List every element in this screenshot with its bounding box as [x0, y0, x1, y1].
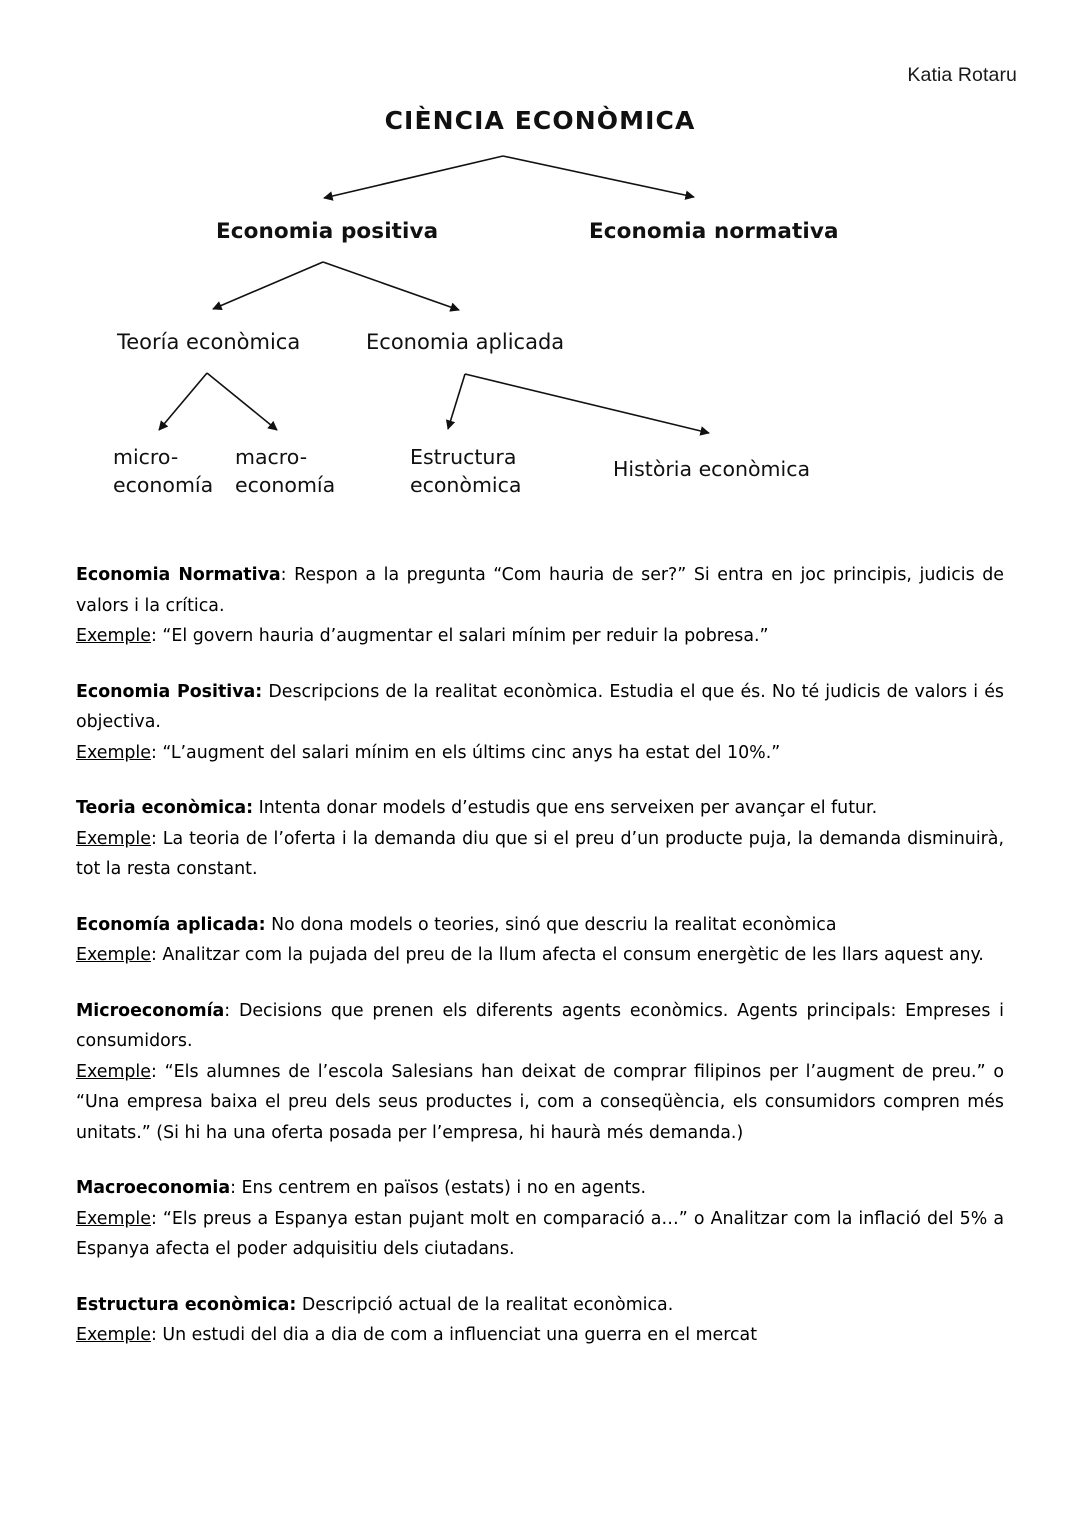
economics-science-diagram	[0, 0, 1080, 530]
diagram-title: CIÈNCIA ECONÒMICA	[384, 106, 696, 135]
diagram-node-teoria-economica: Teoría econòmica	[117, 330, 301, 354]
definitions-list	[76, 560, 1004, 1351]
entry-term: Estructura econòmica:	[76, 1294, 297, 1315]
entry-term: Teoria econòmica:	[76, 798, 254, 818]
diagram-node-macroeconomia	[235, 443, 335, 499]
entry-economia-positiva	[76, 677, 1004, 769]
diagram-node-historia-line1: Història econòmica	[613, 457, 811, 481]
example-label: Exemple	[76, 742, 151, 763]
entry-term: Macroeconomia	[76, 1178, 231, 1198]
diagram-node-economia-positiva: Economia positiva	[216, 219, 439, 244]
arrow-teoria-to-micro	[159, 373, 207, 430]
example-text: “El govern hauria d’augmentar el salari mínim per reduir la pobresa.”	[162, 626, 769, 646]
example-separator: :	[150, 1325, 163, 1345]
entry-term: Economía aplicada:	[76, 914, 266, 935]
entry-definition: Descripcions de la realitat econòmica. Estudia el que és. No té judicis de valors i és objectiva.	[76, 681, 1004, 732]
diagram-node-microeconomia-line2: economía	[113, 473, 214, 497]
example-text: “L’augment del salari mínim en els últims cinc anys ha estat del 10%.”	[162, 742, 781, 763]
entry-definition: Descripció actual de la realitat econòmica.	[301, 1294, 674, 1315]
entry-macroeconomia	[76, 1173, 1004, 1265]
entry-definition: Intenta donar models d’estudis que ens serveixen per avançar el futur.	[258, 798, 878, 818]
entry-separator: :	[280, 565, 295, 585]
entry-definition: Ens centrem en països (estats) i no en agents.	[241, 1178, 647, 1198]
entry-term: Economia Positiva:	[76, 681, 263, 702]
diagram-node-historia-economica	[613, 455, 810, 483]
example-text: “Els alumnes de l’escola Salesians han deixat de comprar filipinos per l’augment de preu.” o “Una empresa baixa el preu dels seus productes i, com a conseqüència, els consumidors compren més unitats.” (Si hi ha una oferta posada per l’empresa, hi haurà més demanda.)	[76, 1061, 1004, 1143]
entry-definition: Decisions que prenen els diferents agents econòmics. Agents principals: Empreses i consumidors.	[76, 1000, 1005, 1051]
example-label: Exemple	[76, 1208, 151, 1229]
example-separator: :	[150, 1208, 163, 1229]
arrow-aplicada-to-historia	[465, 374, 709, 433]
example-label: Exemple	[76, 626, 151, 646]
example-text: Un estudi del dia a dia de com a influenciat una guerra en el mercat	[162, 1325, 758, 1345]
author-name: Katia Rotaru	[907, 64, 1017, 86]
diagram-node-economia-normativa: Economia normativa	[589, 219, 839, 244]
example-label: Exemple	[76, 828, 151, 849]
example-text: “Els preus a Espanya estan pujant molt en comparació a…” o Analitzar com la inflació del 5% a Espanya afecta el poder adquisitiu dels ciutadans.	[76, 1208, 1004, 1259]
example-label: Exemple	[76, 945, 151, 965]
entry-economia-aplicada	[76, 910, 1004, 971]
example-separator: :	[150, 626, 163, 646]
entry-definition: No dona models o teories, sinó que descriu la realitat econòmica	[271, 914, 837, 935]
example-separator: :	[150, 828, 163, 849]
arrow-positiva-to-aplicada	[323, 262, 459, 310]
entry-separator: :	[230, 1178, 242, 1198]
entry-definition: Respon a la pregunta “Com hauria de ser?” Si entra en joc principis, judicis de valors i la crítica.	[76, 565, 1004, 616]
example-label: Exemple	[76, 1325, 151, 1345]
example-separator: :	[150, 742, 163, 763]
entry-term: Microeconomía	[76, 1000, 225, 1021]
arrow-positiva-to-teoria	[213, 262, 323, 309]
entry-term: Economia Normativa	[76, 565, 281, 585]
entry-economia-normativa	[76, 560, 1004, 652]
entry-estructura-economica	[76, 1290, 1004, 1351]
diagram-node-macroeconomia-line2: economía	[235, 473, 336, 497]
arrow-aplicada-to-estructura	[448, 374, 465, 429]
diagram-node-macroeconomia-line1: macro-	[235, 445, 308, 469]
arrow-teoria-to-macro	[207, 373, 277, 430]
example-text: La teoria de l’oferta i la demanda diu que si el preu d’un producte puja, la demanda disminuirà, tot la resta constant.	[76, 828, 1004, 879]
entry-teoria-economica	[76, 793, 1004, 885]
arrow-root-to-normativa	[503, 156, 694, 197]
entry-separator: :	[224, 1000, 239, 1021]
diagram-node-microeconomia	[113, 443, 213, 499]
example-separator: :	[150, 1061, 165, 1082]
diagram-node-estructura-economica	[410, 443, 521, 499]
arrow-root-to-positiva	[324, 156, 503, 198]
diagram-node-estructura-line2: econòmica	[410, 473, 522, 497]
example-separator: :	[150, 945, 163, 965]
diagram-node-economia-aplicada: Economia aplicada	[366, 330, 565, 354]
example-text: Analitzar com la pujada del preu de la llum afecta el consum energètic de les llars aquest any.	[162, 945, 984, 965]
diagram-node-estructura-line1: Estructura	[410, 445, 517, 469]
entry-microeconomia	[76, 996, 1004, 1149]
example-label: Exemple	[76, 1061, 151, 1082]
diagram-node-microeconomia-line1: micro-	[113, 445, 179, 469]
